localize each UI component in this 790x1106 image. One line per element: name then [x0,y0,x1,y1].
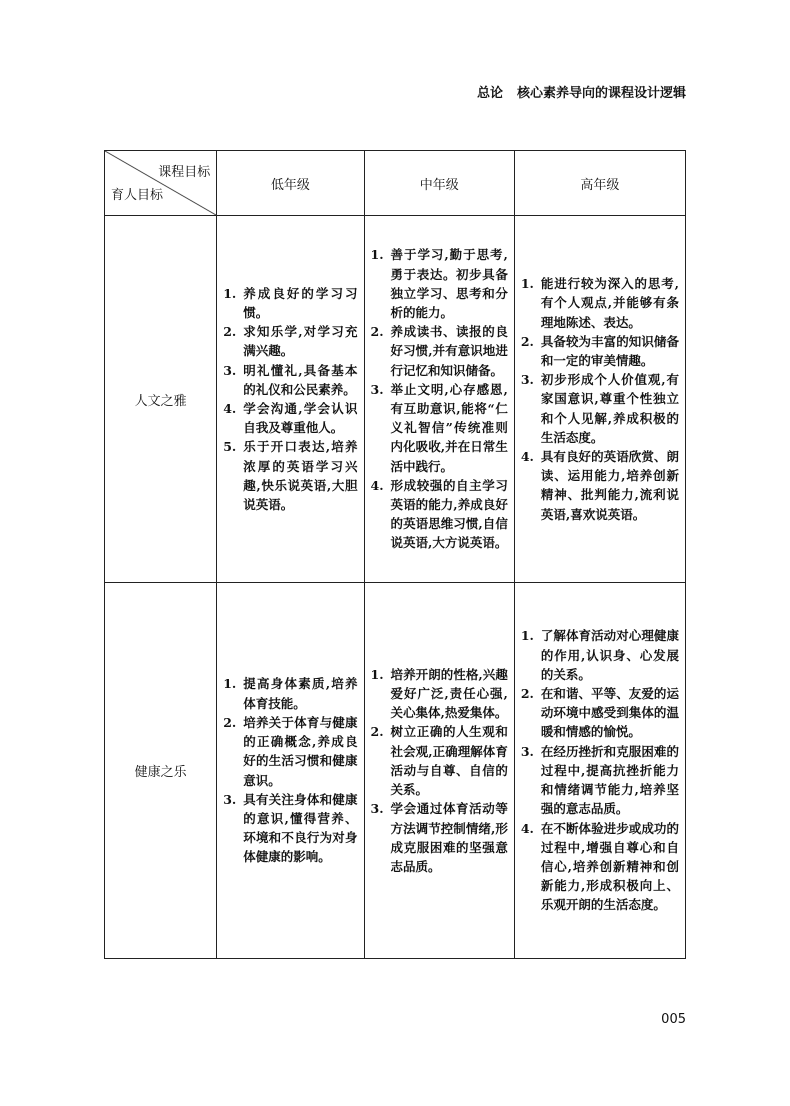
column-header: 中年级 [364,151,514,216]
goal-item [521,626,679,684]
item-number: 4. [223,401,237,416]
corner-bottom-label: 育人目标 [111,188,164,203]
item-number: 3. [223,362,237,378]
item-number: 2. [520,686,534,702]
item-number: 3. [520,743,534,759]
item-number: 4. [370,477,384,493]
row-label: 人文之雅 [105,216,217,583]
item-number: 3. [370,801,384,817]
goal-item [521,274,679,332]
item-text: 善于学习,勤于思考,勇于表达。初步具备独立学习、思考和分析的能力。 [390,247,508,320]
column-header: 低年级 [217,151,364,216]
item-number: 5. [223,439,237,455]
table-cell [514,583,685,959]
goal-item [371,322,508,380]
item-number: 1. [520,276,534,292]
table-cell [514,216,685,583]
goal-item [371,722,508,799]
column-header: 高年级 [514,151,685,216]
goal-item [371,245,508,322]
goal-item [223,674,357,712]
item-number: 2. [223,324,237,340]
goal-item [223,284,357,322]
item-text: 了解体育活动对心理健康的作用,认识身、心发展的关系。 [540,628,679,682]
item-text: 树立正确的人生观和社会观,正确理解体育活动与自尊、自信的关系。 [390,724,508,798]
corner-top-label: 课程目标 [158,165,211,180]
item-number: 2. [520,333,534,349]
goal-item [371,380,508,476]
item-text: 形成较强的自主学习英语的能力,养成良好的英语思维习惯,自信说英语,大方说英语。 [390,477,508,551]
goal-item [223,322,357,360]
item-text: 在经历挫折和克服困难的过程中,提高抗挫折能力和情绪调节能力,培养坚强的意志品质。 [540,743,679,817]
goal-item [521,447,679,524]
item-text: 求知乐学,对学习充满兴趣。 [243,324,358,359]
goal-list [515,622,685,918]
item-text: 学会通过体育活动等方法调节控制情绪,形成克服困难的坚强意志品质。 [390,801,508,874]
running-header [463,82,686,101]
item-text: 明礼懂礼,具备基本的礼仪和公民素养。 [243,362,358,397]
goal-item [223,361,357,399]
goal-item [521,370,679,447]
item-number: 3. [370,381,384,397]
page-number: 005 [661,1012,686,1027]
goal-item [521,742,679,819]
table-header-row [105,151,686,216]
goal-item [223,399,357,437]
item-number: 2. [370,324,384,340]
item-number: 4. [520,449,534,464]
item-text: 培养关于体育与健康的正确概念,养成良好的生活习惯和健康意识。 [243,714,358,788]
item-number: 2. [223,714,237,730]
item-number: 3. [520,372,534,388]
goal-item [223,437,357,514]
header-part: 总论 [476,86,503,101]
item-number: 1. [370,247,384,263]
table-row [105,216,686,583]
goal-item [223,713,357,790]
goal-item [371,476,508,553]
goal-item [521,819,679,915]
goal-item [223,790,357,867]
item-text: 养成读书、读报的良好习惯,并有意识地进行记忆和知识储备。 [390,324,508,378]
item-number: 1. [223,676,237,692]
item-number: 4. [520,820,534,836]
row-label: 健康之乐 [105,583,217,959]
goal-item [371,665,508,723]
item-text: 学会沟通,学会认识自我及尊重他人。 [243,401,358,436]
item-text: 培养开朗的性格,兴趣爱好广泛,责任心强,关心集体,热爱集体。 [390,666,508,721]
table-cell [217,216,364,583]
goal-list [365,241,514,556]
item-text: 提高身体素质,培养体育技能。 [243,676,358,711]
item-text: 在和谐、平等、友爱的运动环境中感受到集体的温暖和情感的愉悦。 [540,686,679,740]
item-text: 初步形成个人价值观,有家国意识,尊重个性独立和个人见解,养成积极的生活态度。 [540,372,679,445]
item-number: 2. [370,724,384,740]
goal-list [217,280,363,518]
table-cell [217,583,364,959]
goal-list [217,670,363,870]
goal-item [371,799,508,876]
item-text: 能进行较为深入的思考,有个人观点,并能够有条理地陈述、表达。 [540,276,679,330]
item-text: 在不断体验进步或成功的过程中,增强自尊心和自信心,培养创新精神和创新能力,形成积极向上、乐观开朗的生活态度。 [540,820,679,913]
table-cell [364,583,514,959]
goal-list [365,661,514,880]
item-number: 1. [520,628,534,644]
table-cell [364,216,514,583]
item-text: 具备较为丰富的知识储备和一定的审美情趣。 [540,333,679,368]
goal-list [515,270,685,528]
item-text: 具有良好的英语欣赏、朗读、运用能力,培养创新精神、批判能力,流利说英语,喜欢说英语。 [540,449,679,522]
item-text: 乐于开口表达,培养浓厚的英语学习兴趣,快乐说英语,大胆说英语。 [243,439,358,513]
header-title: 核心素养导向的课程设计逻辑 [516,86,686,101]
table-row [105,583,686,959]
item-number: 1. [370,666,384,682]
goal-item [521,684,679,742]
item-number: 1. [223,285,237,301]
item-text: 举止文明,心存感恩,有互助意识,能将“仁义礼智信”传统准则内化吸收,并在日常生活中践行。 [390,381,508,474]
item-number: 3. [223,791,237,807]
item-text: 养成良好的学习习惯。 [243,285,358,320]
item-text: 具有关注身体和健康的意识,懂得营养、环境和不良行为对身体健康的影响。 [243,791,358,865]
corner-cell [105,151,217,216]
goal-item [521,332,679,370]
goals-table [104,150,686,959]
